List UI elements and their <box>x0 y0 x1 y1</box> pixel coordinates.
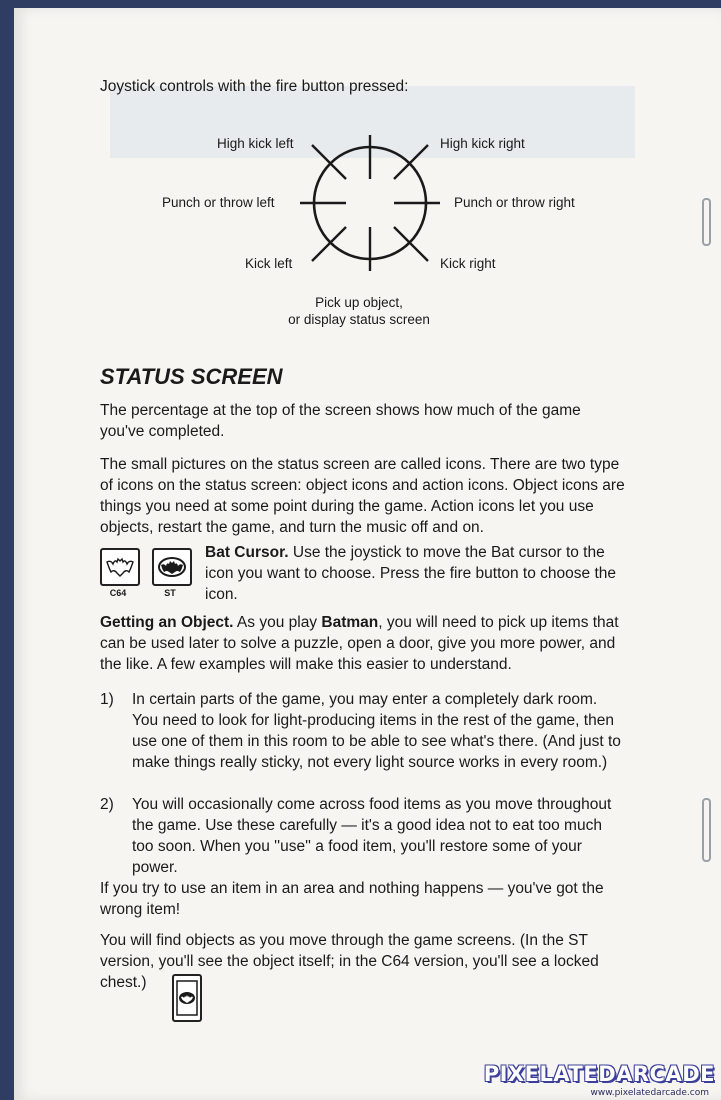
label-high-kick-right: High kick right <box>440 136 525 151</box>
getting-object-pre: As you play <box>233 614 322 631</box>
locked-chest-icon <box>172 974 202 1022</box>
game-name: Batman <box>321 614 379 631</box>
bat-cursor-text: Use the joystick to move the Bat cursor to the icon you want to choose. Press the fire button to choose the icon. <box>205 544 616 603</box>
bat-cursor-icon-c64 <box>100 548 140 586</box>
caption-st: ST <box>164 588 176 598</box>
watermark-logo: PIXELATEDARCADE <box>483 1062 715 1086</box>
list-item-1-number: 1) <box>100 691 114 708</box>
label-high-kick-left: High kick left <box>217 136 294 151</box>
bat-cursor-icon-st <box>152 548 192 586</box>
bat-outline-icon <box>105 556 135 578</box>
icons-paragraph: The small pictures on the status screen are called icons. There are two type of icons on the status screen: object icons and action icons. Object icons are things you need at some point during the game. Action icons let you use objects, restart the game, and turn the music off and on. <box>100 456 625 536</box>
list-item-2-number: 2) <box>100 796 114 813</box>
find-objects-paragraph: You will find objects as you move through the game screens. (In the ST version, you'll see the object itself; in the C64 version, you'll see a locked chest.) <box>100 932 599 991</box>
section-title: STATUS SCREEN <box>100 364 283 389</box>
percentage-paragraph: The percentage at the top of the screen shows how much of the game you've completed. <box>100 402 581 440</box>
label-kick-left: Kick left <box>245 256 293 271</box>
label-kick-right: Kick right <box>440 256 496 271</box>
bat-cursor-title: Bat Cursor. <box>205 544 289 561</box>
label-punch-left: Punch or throw left <box>162 195 275 210</box>
manual-page <box>14 8 721 1100</box>
label-down-line1: Pick up object, <box>315 295 403 310</box>
list-item-2-text: You will occasionally come across food items as you move throughout the game. Use these carefully — it's a good idea not to eat too much too soon. When you ''use'' a food item, you'll restore some of your power. <box>132 796 612 876</box>
caption-c64: C64 <box>109 588 127 598</box>
joystick-diagram <box>282 125 458 285</box>
binding-staple-bottom <box>702 798 711 862</box>
joystick-intro: Joystick controls with the fire button pressed: <box>100 78 409 95</box>
getting-object-post: , you will need to pick up items that can be used later to solve a puzzle, open a door, give you more power, and the like. A few examples will make this easier to understand. <box>100 614 619 673</box>
bat-emblem-icon <box>157 555 187 579</box>
watermark-url: www.pixelatedarcade.com <box>590 1088 709 1098</box>
bat-cursor-paragraph <box>205 542 623 605</box>
label-punch-right: Punch or throw right <box>454 195 575 210</box>
binding-staple-top <box>702 198 711 246</box>
label-down-line2: or display status screen <box>288 312 430 327</box>
getting-object-paragraph <box>100 612 625 675</box>
bat-chest-icon <box>176 980 198 1016</box>
list-item-1-text: In certain parts of the game, you may enter a completely dark room. You need to look for light-producing items in the rest of the game, then use one of them in this room to be able to see what's there. (And just to make things really sticky, not every light source works in every room.) <box>132 691 621 771</box>
wrong-item-paragraph: If you try to use an item in an area and nothing happens — you've got the wrong item! <box>100 880 604 918</box>
getting-object-title: Getting an Object. <box>100 614 234 631</box>
